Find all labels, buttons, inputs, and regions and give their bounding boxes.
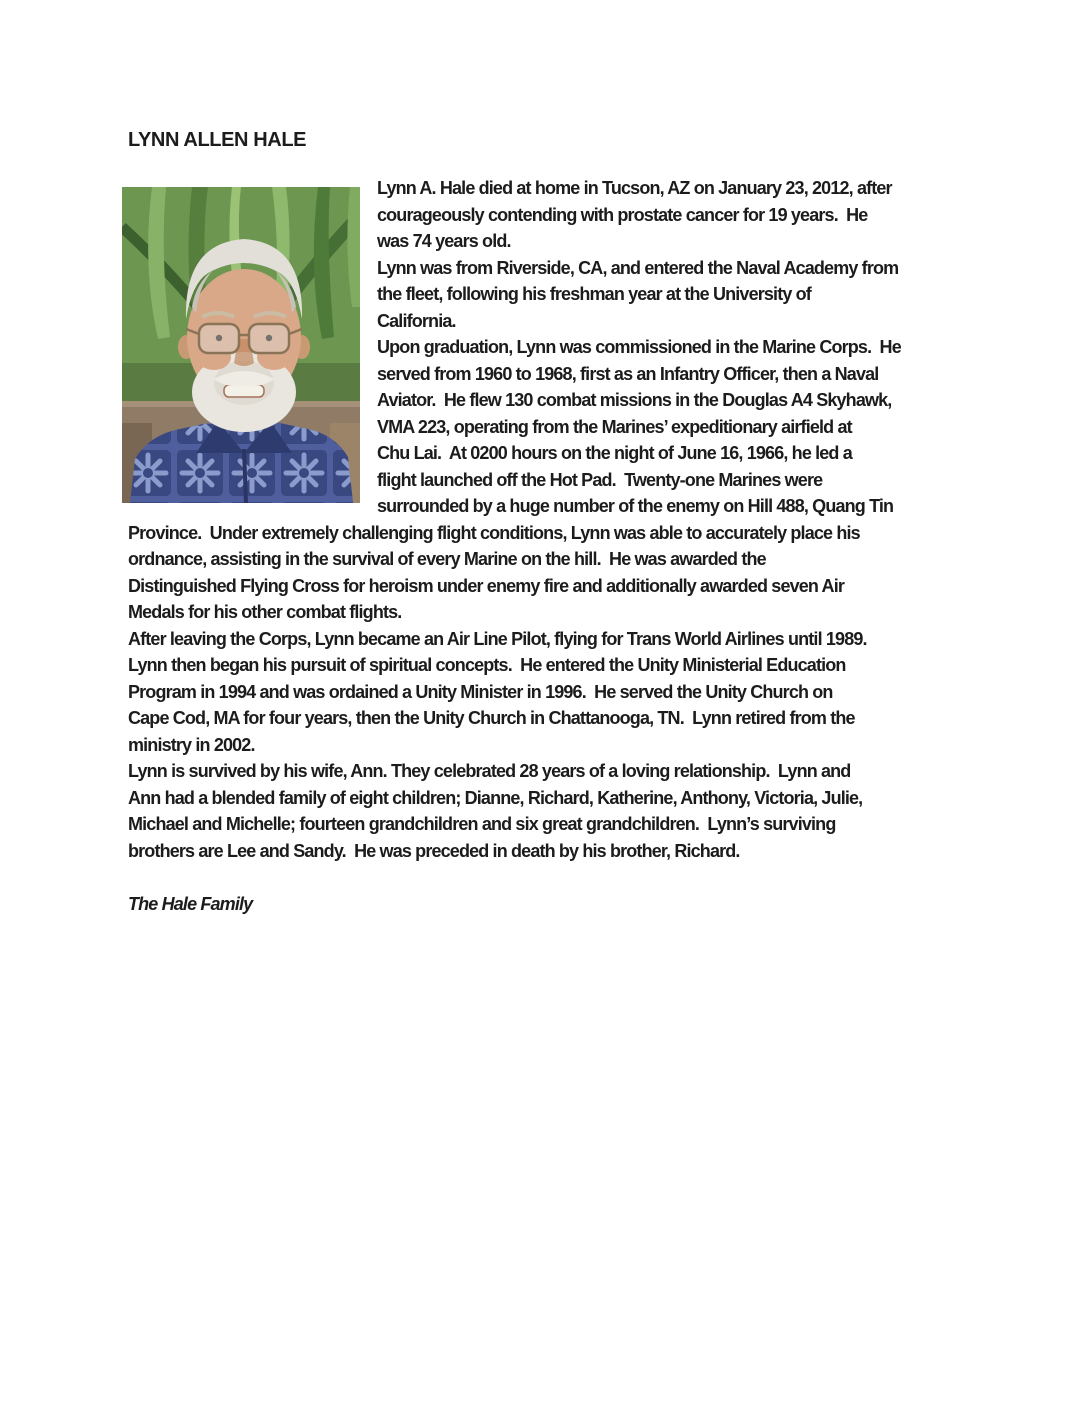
body-line: courageously contending with prostate cancer for 19 years. He [377,204,868,225]
body-line: Province. Under extremely challenging flight conditions, Lynn was able to accurately place his [128,522,860,543]
document-body [128,175,968,917]
body-line: the fleet, following his freshman year at the University of [377,284,811,304]
signature-line: The Hale Family [128,893,253,914]
body-line: Ann had a blended family of eight children; Dianne, Richard, Katherine, Anthony, Victoria, Julie, [128,787,863,808]
body-line: Michael and Michelle; fourteen grandchildren and six great grandchildren. Lynn’s surviving [128,814,836,834]
body-line: Chu Lai. At 0200 hours on the night of June 16, 1966, he led a [377,443,852,463]
body-line: Lynn then began his pursuit of spiritual concepts. He entered the Unity Ministerial Education [128,655,846,675]
smile [224,385,264,397]
blank-line [128,864,968,891]
body-line: Upon graduation, Lynn was commissioned in the Marine Corps. He [377,337,901,357]
body-line: flight launched off the Hot Pad. Twenty-one Marines were [377,469,823,490]
body-line: ordnance, assisting in the survival of every Marine on the hill. He was awarded the [128,549,766,569]
portrait-illustration [122,187,360,503]
body-line: Aviator. He flew 130 combat missions in the Douglas A4 Skyhawk, [377,390,892,410]
body-line: California. [377,310,456,331]
body-line: was 74 years old. [377,231,511,251]
obituary-photo [122,187,360,503]
body-line: ministry in 2002. [128,734,255,755]
body-line: surrounded by a huge number of the enemy on Hill 488, Quang Tin [377,496,894,516]
obituary-title: LYNN ALLEN HALE [128,129,307,151]
body-line: Program in 1994 and was ordained a Unity Minister in 1996. He served the Unity Church on [128,681,833,702]
body-line: Lynn A. Hale died at home in Tucson, AZ on January 23, 2012, after [377,178,892,198]
body-line: Lynn is survived by his wife, Ann. They celebrated 28 years of a loving relationship. Lynn and [128,761,851,781]
body-line: Medals for his other combat flights. [128,602,402,622]
body-line: served from 1960 to 1968, first as an Infantry Officer, then a Naval [377,363,879,384]
body-line: VMA 223, operating from the Marines’ expeditionary airfield at [377,416,852,437]
body-line: Lynn was from Riverside, CA, and entered the Naval Academy from [377,257,899,278]
body-line: After leaving the Corps, Lynn became an Air Line Pilot, flying for Trans World Airlines until 1989. [128,628,867,649]
body-line: Cape Cod, MA for four years, then the Unity Church in Chattanooga, TN. Lynn retired from the [128,708,855,728]
body-line: brothers are Lee and Sandy. He was preceded in death by his brother, Richard. [128,840,740,861]
body-line: Distinguished Flying Cross for heroism under enemy fire and additionally awarded seven Air [128,575,845,596]
